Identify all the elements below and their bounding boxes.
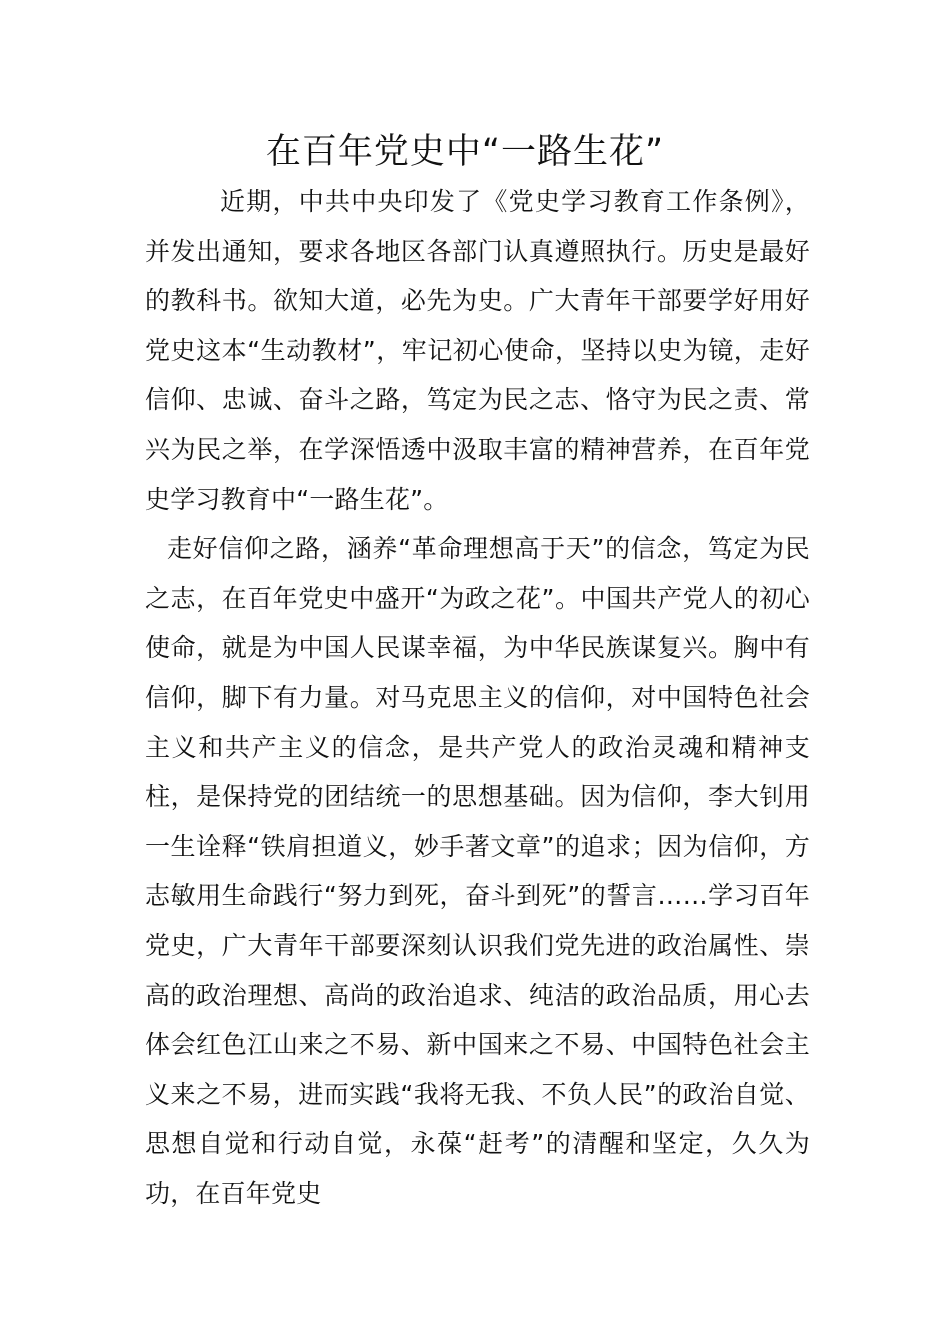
document-title: 在百年党史中“一路生花” [265, 132, 665, 172]
paragraph-intro: 近期，中共中央印发了《党史学习教育工作条例》，并发出通知，要求各地区各部门认真遵照执行。历史是最好的教科书。欲知大道，必先为史。广大青年干部要学好用好党史这本“生动教材”，牢记初心使命，坚持以史为镜，走好信仰、忠诚、奋斗之路，笃定为民之志、恪守为民之责、常兴为民之举，在学深悟透中汲取丰富的精神营养，在百年党史学习教育中“一路生花”。 [145, 187, 810, 514]
paragraph-faith-path: 走好信仰之路，涵养“革命理想高于天”的信念，笃定为民之志，在百年党史中盛开“为政之花”。中国共产党人的初心使命，就是为中国人民谋幸福，为中华民族谋复兴。胸中有信仰，脚下有力量。对马克思主义的信仰，对中国特色社会主义和共产主义的信念，是共产党人的政治灵魂和精神支柱，是保持党的团结统一的思想基础。因为信仰，李大钊用一生诠释“铁肩担道义，妙手著文章”的追求；因为信仰，方志敏用生命践行“努力到死，奋斗到死”的誓言……学习百年党史，广大青年干部要深刻认识我们党先进的政治属性、崇高的政治理想、高尚的政治追求、纯洁的政治品质，用心去体会红色江山来之不易、新中国来之不易、中国特色社会主义来之不易，进而实践“我将无我、不负人民”的政治自觉、思想自觉和行动自觉，永葆“赶考”的清醒和坚定，久久为功，在百年党史 [145, 534, 810, 1208]
document-body [145, 177, 810, 1218]
